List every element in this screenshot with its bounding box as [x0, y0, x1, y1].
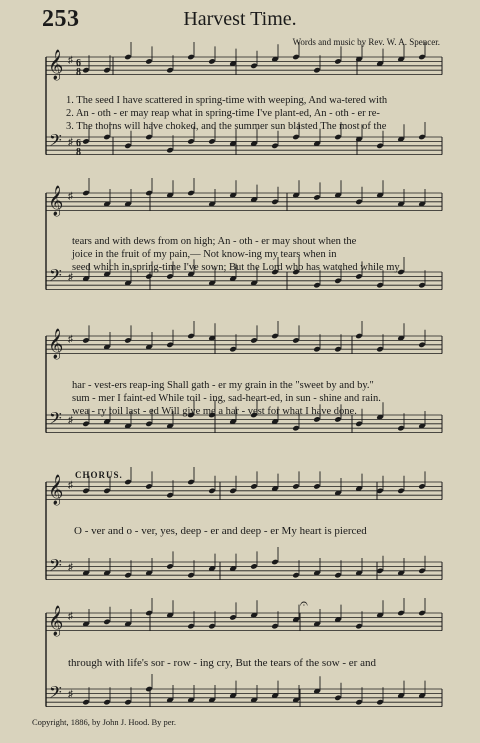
- sharp-icon: ♯: [68, 689, 73, 700]
- bass-clef-icon: 𝄢: [49, 265, 62, 289]
- treble-clef-icon: 𝄞: [48, 606, 64, 636]
- sharp-icon: ♯: [68, 55, 73, 66]
- lyric-line: O - ver and o - ver, yes, deep - er and deep - er My heart is pierced: [74, 525, 367, 537]
- lyric-line: tears and with dews from on high; An - oth - er may shout when the: [72, 236, 357, 247]
- lyric-line: har - vest-ers reap-ing Shall gath - er my grain in the "sweet by and by.": [72, 380, 374, 391]
- sharp-icon: ♯: [68, 480, 73, 491]
- time-signature: 8: [76, 67, 81, 78]
- sharp-icon: ♯: [68, 611, 73, 622]
- treble-clef-icon: 𝄞: [48, 329, 64, 359]
- sharp-icon: ♯: [68, 334, 73, 345]
- hymn-title: Harvest Time.: [183, 8, 297, 30]
- lyric-line: joice in the fruit of my pain,— Not know-ing my tears when in: [72, 249, 337, 260]
- time-signature: 6: [76, 58, 81, 69]
- hymn-number: 253: [42, 6, 80, 32]
- bass-clef-icon: 𝄢: [49, 130, 62, 154]
- copyright-notice: Copyright, 1886, by John J. Hood. By per.: [32, 717, 177, 727]
- bass-clef-icon: 𝄢: [49, 555, 62, 579]
- sharp-icon: ♯: [68, 191, 73, 202]
- lyric-line: sum - mer I faint-ed While toil - ing, sad-heart-ed, in sun - shine and rain.: [72, 393, 381, 404]
- sharp-icon: ♯: [68, 562, 73, 573]
- lyric-line: wea - ry toil last - ed Will give me a har - vest for what I have done.: [72, 406, 357, 417]
- lyric-line: 2. An - oth - er may reap what in spring-time I've plant-ed, An - oth - er re-: [66, 108, 380, 119]
- time-signature: 8: [76, 147, 81, 158]
- treble-clef-icon: 𝄞: [48, 186, 64, 216]
- lyric-line: through with life's sor - row - ing cry, But the tears of the sow - er and: [68, 657, 376, 669]
- bass-clef-icon: 𝄢: [49, 408, 62, 432]
- bass-clef-icon: 𝄢: [49, 682, 62, 706]
- lyric-line: 1. The seed I have scattered in spring-time with weeping, And wa-tered with: [66, 95, 388, 106]
- treble-clef-icon: 𝄞: [48, 475, 64, 505]
- fermata-icon: 𝄐: [300, 597, 308, 612]
- lyric-line: seed which in spring-time I've sown; But the Lord who has watched while my: [72, 262, 400, 273]
- hymn-credits: Words and music by Rev. W. A. Spencer.: [292, 37, 440, 47]
- chorus-label: CHORUS.: [75, 470, 123, 480]
- lyric-line: 3. The thorns will have choked, and the summer sun blasted The most of the: [66, 121, 387, 132]
- sharp-icon: ♯: [68, 415, 73, 426]
- time-signature: 6: [76, 138, 81, 149]
- sharp-icon: ♯: [68, 272, 73, 283]
- treble-clef-icon: 𝄞: [48, 50, 64, 80]
- sharp-icon: ♯: [68, 137, 73, 148]
